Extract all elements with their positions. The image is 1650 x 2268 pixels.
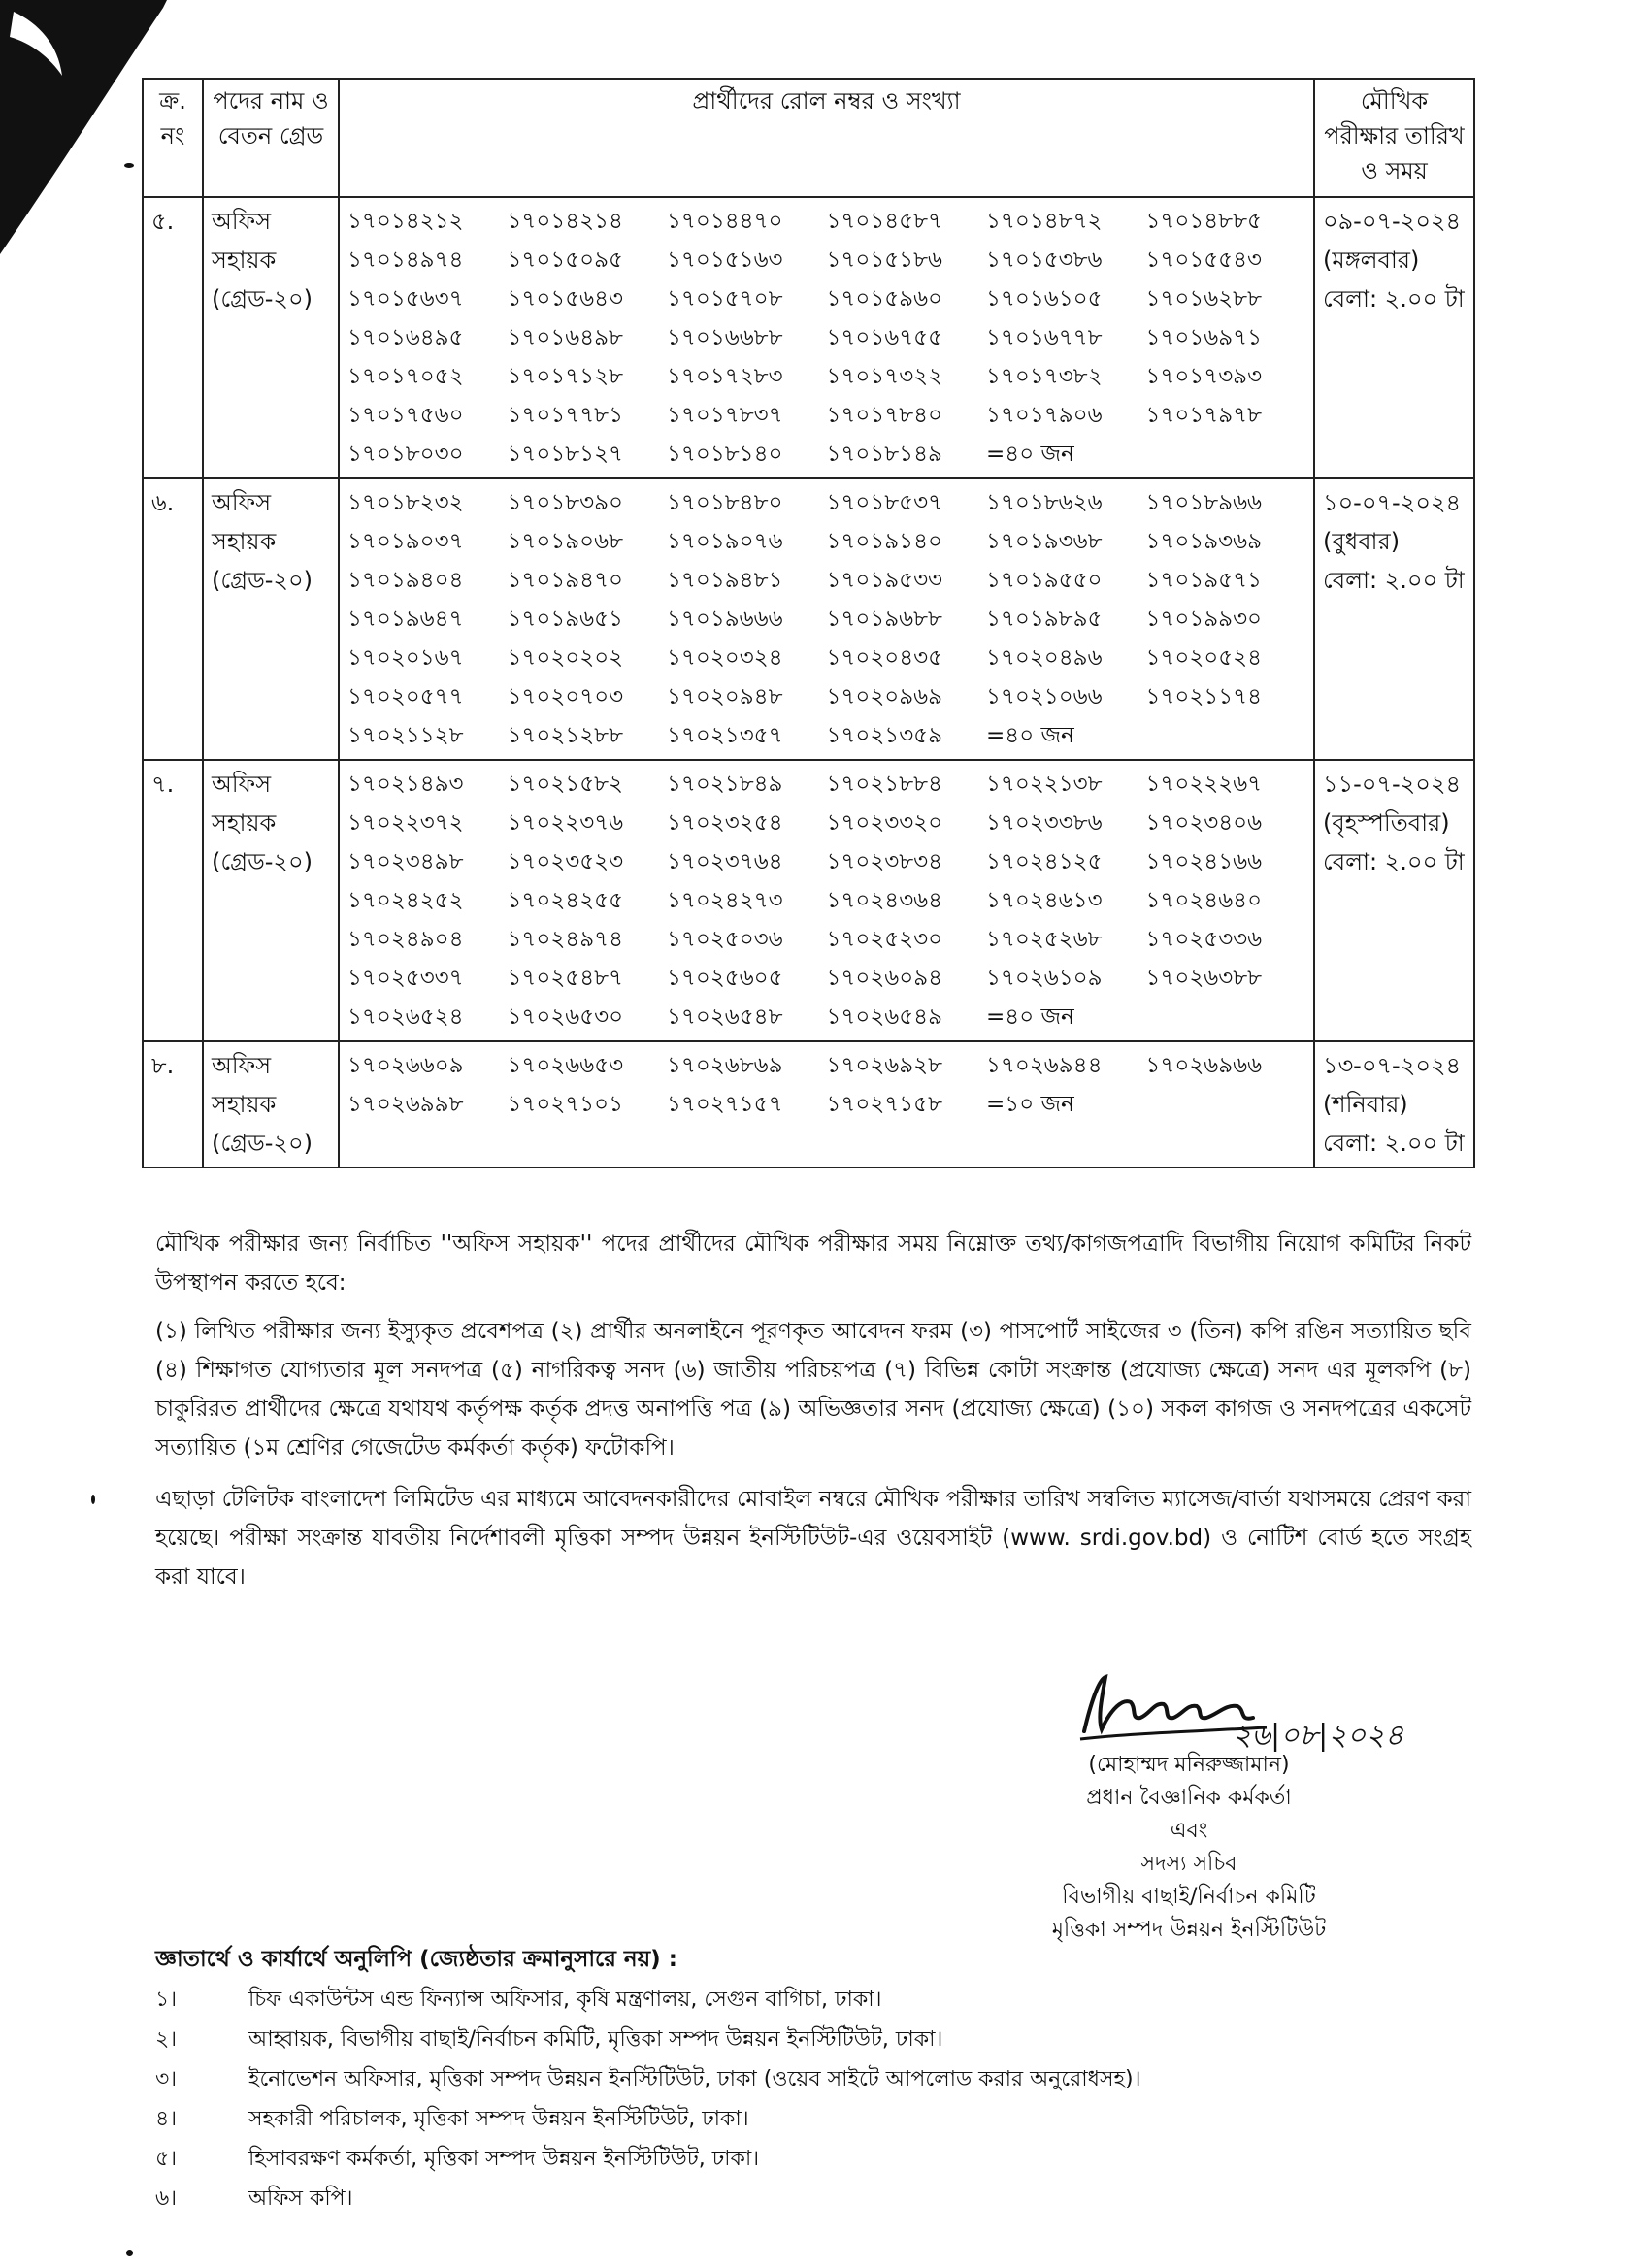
roll-number: ১৭০২৭১৫৮	[826, 1092, 943, 1117]
roll-number: ১৭০২৬০৯৪	[826, 966, 943, 991]
list-item-text: আহ্বায়ক, বিভাগীয় বাছাই/নির্বাচন কমিটি, মৃত্তিকা সম্পদ উন্নয়ন ইনস্টিটিউট, ঢাকা।	[248, 2027, 943, 2052]
roll-number: ১৭০২৭১০১	[507, 1092, 624, 1117]
roll-number-grid	[347, 765, 1305, 1036]
rolls-cell	[339, 197, 1314, 478]
roll-number: ১৭০১৯৬৬৬	[667, 607, 783, 632]
table-body	[143, 197, 1474, 1167]
roll-number: ১৭০১৪২১২	[347, 209, 464, 234]
roll-number: ১৭০১৯৬৮৮	[826, 607, 942, 632]
roll-number: ১৭০২৬৬০৯	[347, 1053, 464, 1078]
roll-number: ১৭০১৯৪৮১	[667, 568, 783, 593]
roll-number: ১৭০২০৫২৪	[1145, 645, 1263, 671]
roll-number: ১৭০১৫০৯৫	[507, 247, 623, 273]
roll-number: ১৭০১৮১৪০	[667, 442, 783, 467]
list-item-text: হিসাবরক্ষণ কর্মকর্তা, মৃত্তিকা সম্পদ উন্নয়ন ইনস্টিটিউট, ঢাকা।	[248, 2147, 760, 2171]
exam-day: (বৃহস্পতিবার)	[1323, 809, 1450, 837]
post-cell: অফিস সহায়ক (গ্রেড-২০)	[203, 197, 339, 478]
roll-number: ১৭০১৬৪৯৫	[347, 325, 464, 350]
roll-number: ১৭০১৯৫৫০	[986, 568, 1103, 593]
exam-date: ১১-০৭-২০২৪	[1323, 771, 1462, 798]
list-item-number: ৩।	[155, 2067, 178, 2091]
signer-institute: মৃত্তিকা সম্পদ উন্নয়ন ইনস্টিটিউট	[1051, 1918, 1327, 1942]
date-cell	[1314, 197, 1474, 478]
roll-number: ১৭০২০৯৪৮	[667, 684, 783, 709]
roll-number: ১৭০২৬৯৪৪	[986, 1053, 1103, 1078]
roll-number: ১৭০১৬১০৫	[986, 286, 1103, 312]
roll-number: ১৭০১৭১২৮	[507, 364, 624, 389]
date-cell	[1314, 1041, 1474, 1167]
roll-number: ১৭০১৮৩৯০	[507, 490, 624, 515]
roll-number: ১৭০১৬৬৮৮	[667, 325, 783, 350]
serial-cell: ৭.	[143, 760, 203, 1041]
roll-number: ১৭০১৬৪৯৮	[507, 325, 623, 350]
roll-number: ১৭০১৭৮৩৭	[667, 403, 783, 428]
list-item-text: চিফ একাউন্টস এন্ড ফিন্যান্স অফিসার, কৃষি মন্ত্রণালয়, সেগুন বাগিচা, ঢাকা।	[248, 1988, 882, 2012]
serial-cell: ৫.	[143, 197, 203, 478]
roll-number: ১৭০১৭৯০৬	[986, 403, 1103, 428]
signer-role: সদস্য সচিব	[1140, 1852, 1238, 1876]
roll-number: ১৭০১৬৯৭১	[1145, 325, 1263, 350]
roll-number: ১৭০১৯৩৬৯	[1145, 529, 1263, 554]
roll-number: ১৭০২৬৫২৪	[347, 1004, 464, 1030]
list-item-number: ১।	[155, 1988, 178, 2012]
post-cell: অফিস সহায়ক (গ্রেড-২০)	[203, 1041, 339, 1167]
exam-time: বেলা: ২.০০ টা	[1323, 285, 1465, 312]
roll-number: ১৭০২০৭০৩	[507, 684, 624, 709]
roll-number: ১৭০২০১৬৭	[347, 645, 464, 671]
roll-number: ১৭০১৬৭৫৫	[826, 325, 943, 350]
scan-speck	[124, 163, 134, 168]
roll-number-table	[142, 78, 1475, 1168]
roll-number: ১৭০১৭২৮৩	[667, 364, 783, 389]
roll-number: ১৭০১৯৯৩০	[1145, 607, 1263, 632]
margin-mark	[91, 1495, 95, 1504]
list-item-text: অফিস কপি।	[248, 2186, 353, 2211]
roll-number: ১৭০২৩৫২৩	[507, 849, 624, 874]
list-item-number: ৫।	[155, 2147, 178, 2171]
roll-number: ১৭০১৮৯৬৬	[1145, 490, 1263, 515]
exam-date: ১০-০৭-২০২৪	[1323, 489, 1462, 516]
roll-number: ১৭০১৪৪৭০	[667, 209, 783, 234]
roll-number: ১৭০২১৮৪৯	[667, 772, 783, 797]
roll-number: ১৭০১৪২১৪	[507, 209, 623, 234]
roll-number: ১৭০২৬৩৮৮	[1145, 966, 1263, 991]
list-item	[155, 2059, 1475, 2099]
roll-number: ১৭০২৬১০৯	[986, 966, 1103, 991]
exam-date: ১৩-০৭-২০২৪	[1323, 1052, 1462, 1079]
roll-number: ১৭০২২৩৭৬	[507, 810, 624, 836]
signer-name: (মোহাম্মদ মনিরুজ্জামান)	[1088, 1753, 1290, 1777]
roll-number: ১৭০১৪৮৮৫	[1145, 209, 1262, 234]
rolls-cell	[339, 478, 1314, 760]
roll-number: ১৭০২৩৭৬৪	[667, 849, 783, 874]
roll-number: ১৭০১৯৫৩৩	[826, 568, 943, 593]
roll-number: ১৭০১৭০৫২	[347, 364, 464, 389]
roll-number: ১৭০২৩৩৮৬	[986, 810, 1103, 836]
serial-cell: ৮.	[143, 1041, 203, 1167]
signer-designation: প্রধান বৈজ্ঞানিক কর্মকর্তা	[1086, 1786, 1292, 1810]
roll-number: ১৭০২৪৬৪০	[1145, 888, 1263, 913]
roll-number: ১৭০২৫৬০৫	[667, 966, 783, 991]
roll-number: ১৭০২৪৬১৩	[986, 888, 1103, 913]
roll-number: ১৭০২৬৬৫৩	[507, 1053, 624, 1078]
header-post: পদের নাম ও বেতন গ্রেড	[203, 79, 339, 197]
roll-number: ১৭০১৭৩৯৩	[1145, 364, 1263, 389]
roll-number-grid	[347, 202, 1305, 474]
list-item-number: ২।	[155, 2027, 178, 2052]
roll-number: ১৭০২৫৩৩৬	[1145, 927, 1263, 952]
table-row	[143, 760, 1474, 1041]
roll-number: ১৭০২৫২৬৮	[986, 927, 1103, 952]
rolls-cell	[339, 760, 1314, 1041]
roll-number: ১৭০১৫৯৬০	[826, 286, 943, 312]
roll-number: ১৭০২০৪৯৬	[986, 645, 1103, 671]
roll-number: ১৭০১৯৫৭১	[1145, 568, 1262, 593]
roll-number: ১৭০১৭৫৬০	[347, 403, 464, 428]
roll-number: ১৭০১৬২৮৮	[1145, 286, 1263, 312]
date-cell	[1314, 478, 1474, 760]
roll-number: ১৭০২৫০৩৬	[667, 927, 783, 952]
list-item	[155, 2179, 1475, 2219]
roll-number: ১৭০১৭৮৪০	[826, 403, 943, 428]
roll-number: ১৭০১৭৯৭৮	[1145, 403, 1263, 428]
candidate-count: =৪০ জন	[986, 723, 1074, 748]
list-item	[155, 2020, 1475, 2059]
roll-number: ১৭০২৪২৫৫	[507, 888, 624, 913]
roll-number: ১৭০২৬৫৪৯	[826, 1004, 943, 1030]
roll-number: ১৭০১৪৯৭৪	[347, 247, 464, 273]
roll-number: ১৭০১৮০৩০	[347, 442, 464, 467]
roll-number: ১৭০২৩৮৩৪	[826, 849, 943, 874]
roll-number: ১৭০২১২৮৮	[507, 723, 624, 748]
roll-number: ১৭০২০৯৬৯	[826, 684, 943, 709]
roll-number: ১৭০১৯০৭৬	[667, 529, 783, 554]
candidate-count: =৪০ জন	[986, 1004, 1074, 1030]
notice-documents: (১) লিখিত পরীক্ষার জন্য ইস্যুকৃত প্রবেশপত্র (২) প্রার্থীর অনলাইনে পূরণকৃত আবেদন ফরম (৩) পাসপোর্ট সাইজের ৩ (তিন) কপি রঙিন সত্যায়িত ছবি (৪) শিক্ষাগত যোগ্যতার মূল সনদপত্র (৫) নাগরিকত্ব সনদ (৬) জাতীয় পরিচয়পত্র (৭) বিভিন্ন কোটা সংক্রান্ত (প্রযোজ্য ক্ষেত্রে) সনদ এর মূলকপি (৮) চাকুরিরত প্রার্থীদের ক্ষেত্রে যথাযথ কর্তৃপক্ষ কর্তৃক প্রদত্ত অনাপত্তি পত্র (৯) অভিজ্ঞতার সনদ (প্রযোজ্য ক্ষেত্রে) (১০) সকল কাগজ ও সনদপত্রের একসেট সত্যায়িত (১ম শ্রেণির গেজেটেড কর্মকর্তা কর্তৃক) ফটোকপি।	[155, 1319, 1471, 1461]
roll-number: ১৭০২৬৫৪৮	[667, 1004, 783, 1030]
signature-block	[898, 1669, 1480, 1951]
roll-number: ১৭০১৭৩২২	[826, 364, 943, 389]
roll-number: ১৭০২১০৬৬	[986, 684, 1103, 709]
header-rolls: প্রার্থীদের রোল নম্বর ও সংখ্যা	[339, 79, 1314, 197]
roll-number: ১৭০২৩৩২০	[826, 810, 943, 836]
roll-number: ১৭০২১১২৮	[347, 723, 464, 748]
roll-number: ১৭০২৪২৫২	[347, 888, 464, 913]
roll-number-grid	[347, 483, 1305, 755]
roll-number: ১৭০১৯৪৭০	[507, 568, 624, 593]
list-item	[155, 2139, 1475, 2179]
signer-committee: বিভাগীয় বাছাই/নির্বাচন কমিটি	[1062, 1885, 1316, 1909]
roll-number: ১৭০২৪২৭৩	[667, 888, 783, 913]
header-date: মৌখিক পরীক্ষার তারিখ ও সময়	[1314, 79, 1474, 197]
list-item	[155, 1980, 1475, 2020]
roll-number: ১৭০২৪১৬৬	[1145, 849, 1263, 874]
exam-time: বেলা: ২.০০ টা	[1323, 848, 1465, 875]
list-item-number: ৪।	[155, 2107, 178, 2131]
roll-number: ১৭০২৭১৫৭	[667, 1092, 783, 1117]
roll-number: ১৭০২৬৮৬৯	[667, 1053, 783, 1078]
roll-number: ১৭০১৯০৩৭	[347, 529, 464, 554]
list-item-text: সহকারী পরিচালক, মৃত্তিকা সম্পদ উন্নয়ন ইনস্টিটিউট, ঢাকা।	[248, 2107, 749, 2131]
exam-day: (বুধবার)	[1323, 528, 1401, 555]
roll-number: ১৭০২১১৭৪	[1145, 684, 1263, 709]
roll-number: ১৭০১৮৫৩৭	[826, 490, 943, 515]
roll-number: ১৭০১৯১৪০	[826, 529, 942, 554]
roll-number: ১৭০২১৫৮২	[507, 772, 624, 797]
roll-number: ১৭০২১৩৫৯	[826, 723, 943, 748]
roll-number: ১৭০২৩৪৯৮	[347, 849, 464, 874]
roll-number: ১৭০২৪৯৭৪	[507, 927, 624, 952]
exam-day: (শনিবার)	[1323, 1091, 1408, 1118]
roll-number: ১৭০২১৪৯৩	[347, 772, 464, 797]
header-serial: ক্র. নং	[143, 79, 203, 197]
roll-number: ১৭০২৬৯৬৬	[1145, 1053, 1263, 1078]
roll-number: ১৭০২৪৩৬৪	[826, 888, 943, 913]
roll-number: ১৭০২৫৪৮৭	[507, 966, 624, 991]
roll-number-grid	[347, 1046, 1305, 1124]
roll-number: ১৭০২৫২৩০	[826, 927, 943, 952]
post-cell: অফিস সহায়ক (গ্রেড-২০)	[203, 760, 339, 1041]
roll-number: ১৭০২৫৩৩৭	[347, 966, 464, 991]
roll-number: ১৭০২১৩৫৭	[667, 723, 783, 748]
roll-number: ১৭০২৩৪০৬	[1145, 810, 1263, 836]
roll-number: ১৭০২৬৯৯৮	[347, 1092, 464, 1117]
roll-number: ১৭০১৮১২৭	[507, 442, 624, 467]
roll-number: ১৭০১৫১৬৩	[667, 247, 783, 273]
roll-number: ১৭০২৪৯০৪	[347, 927, 464, 952]
roll-number: ১৭০১৫৬৩৭	[347, 286, 464, 312]
roll-number: ১৭০২৩২৫৪	[667, 810, 783, 836]
roll-number: ১৭০১৭৭৮১	[507, 403, 624, 428]
table-row	[143, 197, 1474, 478]
roll-number: ১৭০১৪৫৮৭	[826, 209, 942, 234]
roll-number: ১৭০১৯৩৬৮	[986, 529, 1103, 554]
exam-date: ০৯-০৭-২০২৪	[1323, 208, 1462, 235]
roll-number: ১৭০১৫৬৪৩	[507, 286, 624, 312]
rolls-cell	[339, 1041, 1314, 1167]
roll-number: ১৭০১৮৪৮০	[667, 490, 783, 515]
candidate-count: =১০ জন	[986, 1092, 1074, 1117]
table-header-row	[143, 79, 1474, 197]
roll-number: ১৭০১৯০৬৮	[507, 529, 624, 554]
roll-number: ১৭০১৫৩৮৬	[986, 247, 1103, 273]
roll-number: ১৭০১৫৭০৮	[667, 286, 783, 312]
signature-date: ২৬|০৮|২০২৪	[1233, 1719, 1404, 1753]
roll-number: ১৭০১৫১৮৬	[826, 247, 942, 273]
roll-number: ১৭০২০৪৩৫	[826, 645, 943, 671]
roll-number: ১৭০২২১৩৮	[986, 772, 1103, 797]
roll-number: ১৭০২২২৬৭	[1145, 772, 1263, 797]
roll-number: ১৭০২৪১২৫	[986, 849, 1103, 874]
roll-number: ১৭০১৯৮৯৫	[986, 607, 1103, 632]
roll-number: ১৭০১৬৭৭৮	[986, 325, 1103, 350]
roll-number: ১৭০১৫৫৪৩	[1145, 247, 1262, 273]
date-cell	[1314, 760, 1474, 1041]
post-cell: অফিস সহায়ক (গ্রেড-২০)	[203, 478, 339, 760]
exam-time: বেলা: ২.০০ টা	[1323, 1130, 1465, 1157]
exam-day: (মঙ্গলবার)	[1323, 247, 1420, 274]
table-row	[143, 478, 1474, 760]
roll-number: ১৭০১৪৮৭২	[986, 209, 1103, 234]
list-item	[155, 2099, 1475, 2139]
scan-speck-bottom	[126, 2250, 133, 2256]
roll-number: ১৭০২৬৫৩০	[507, 1004, 624, 1030]
serial-cell: ৬.	[143, 478, 203, 760]
roll-number: ১৭০২২৩৭২	[347, 810, 464, 836]
roll-number: ১৭০১৯৪০৪	[347, 568, 464, 593]
notice-intro: মৌখিক পরীক্ষার জন্য নির্বাচিত ''অফিস সহায়ক'' পদের প্রার্থীদের মৌখিক পরীক্ষার সময় নিম্নোক্ত তথ্য/কাগজপত্রাদি বিভাগীয় নিয়োগ কমিটির নিকট উপস্থাপন করতে হবে:	[155, 1232, 1471, 1296]
roll-number: ১৭০১৮৬২৬	[986, 490, 1103, 515]
roll-number: ১৭০১৮২৩২	[347, 490, 464, 515]
roll-number: ১৭০২৬৯২৮	[826, 1053, 943, 1078]
copy-list	[155, 1980, 1475, 2219]
roll-number: ১৭০২০৩২৪	[667, 645, 783, 671]
exam-time: বেলা: ২.০০ টা	[1323, 567, 1465, 594]
roll-number: ১৭০২০৫৭৭	[347, 684, 464, 709]
table-row	[143, 1041, 1474, 1167]
roll-number: ১৭০২১৮৮৪	[826, 772, 942, 797]
signer-and: এবং	[1170, 1819, 1208, 1843]
roll-number: ১৭০১৭৩৮২	[986, 364, 1103, 389]
notice-sms: এছাড়া টেলিটক বাংলাদেশ লিমিটেড এর মাধ্যমে আবেদনকারীদের মোবাইল নম্বরে মৌখিক পরীক্ষার তারিখ সম্বলিত ম্যাসেজ/বার্তা যথাসময়ে প্রেরণ করা হয়েছে। পরীক্ষা সংক্রান্ত যাবতীয় নির্দেশাবলী মৃত্তিকা সম্পদ উন্নয়ন ইনস্টিটিউট-এর ওয়েবসাইট (www. srdi.gov.bd) ও নোটিশ বোর্ড হতে সংগ্রহ করা যাবে।	[155, 1487, 1471, 1590]
roll-number: ১৭০১৮১৪৯	[826, 442, 942, 467]
list-item-number: ৬।	[155, 2186, 178, 2211]
list-item-text: ইনোভেশন অফিসার, মৃত্তিকা সম্পদ উন্নয়ন ইনস্টিটিউট, ঢাকা (ওয়েব সাইটে আপলোড করার অনুরোধসহ)।	[248, 2067, 1141, 2091]
roll-number: ১৭০১৯৬৪৭	[347, 607, 464, 632]
candidate-count: =৪০ জন	[986, 442, 1074, 467]
roll-number: ১৭০২০২০২	[507, 645, 624, 671]
copy-list-heading: জ্ঞাতার্থে ও কার্যার্থে অনুলিপি (জ্যেষ্ঠতার ক্রমানুসারে নয়) :	[155, 1947, 677, 1972]
roll-number: ১৭০১৯৬৫১	[507, 607, 623, 632]
